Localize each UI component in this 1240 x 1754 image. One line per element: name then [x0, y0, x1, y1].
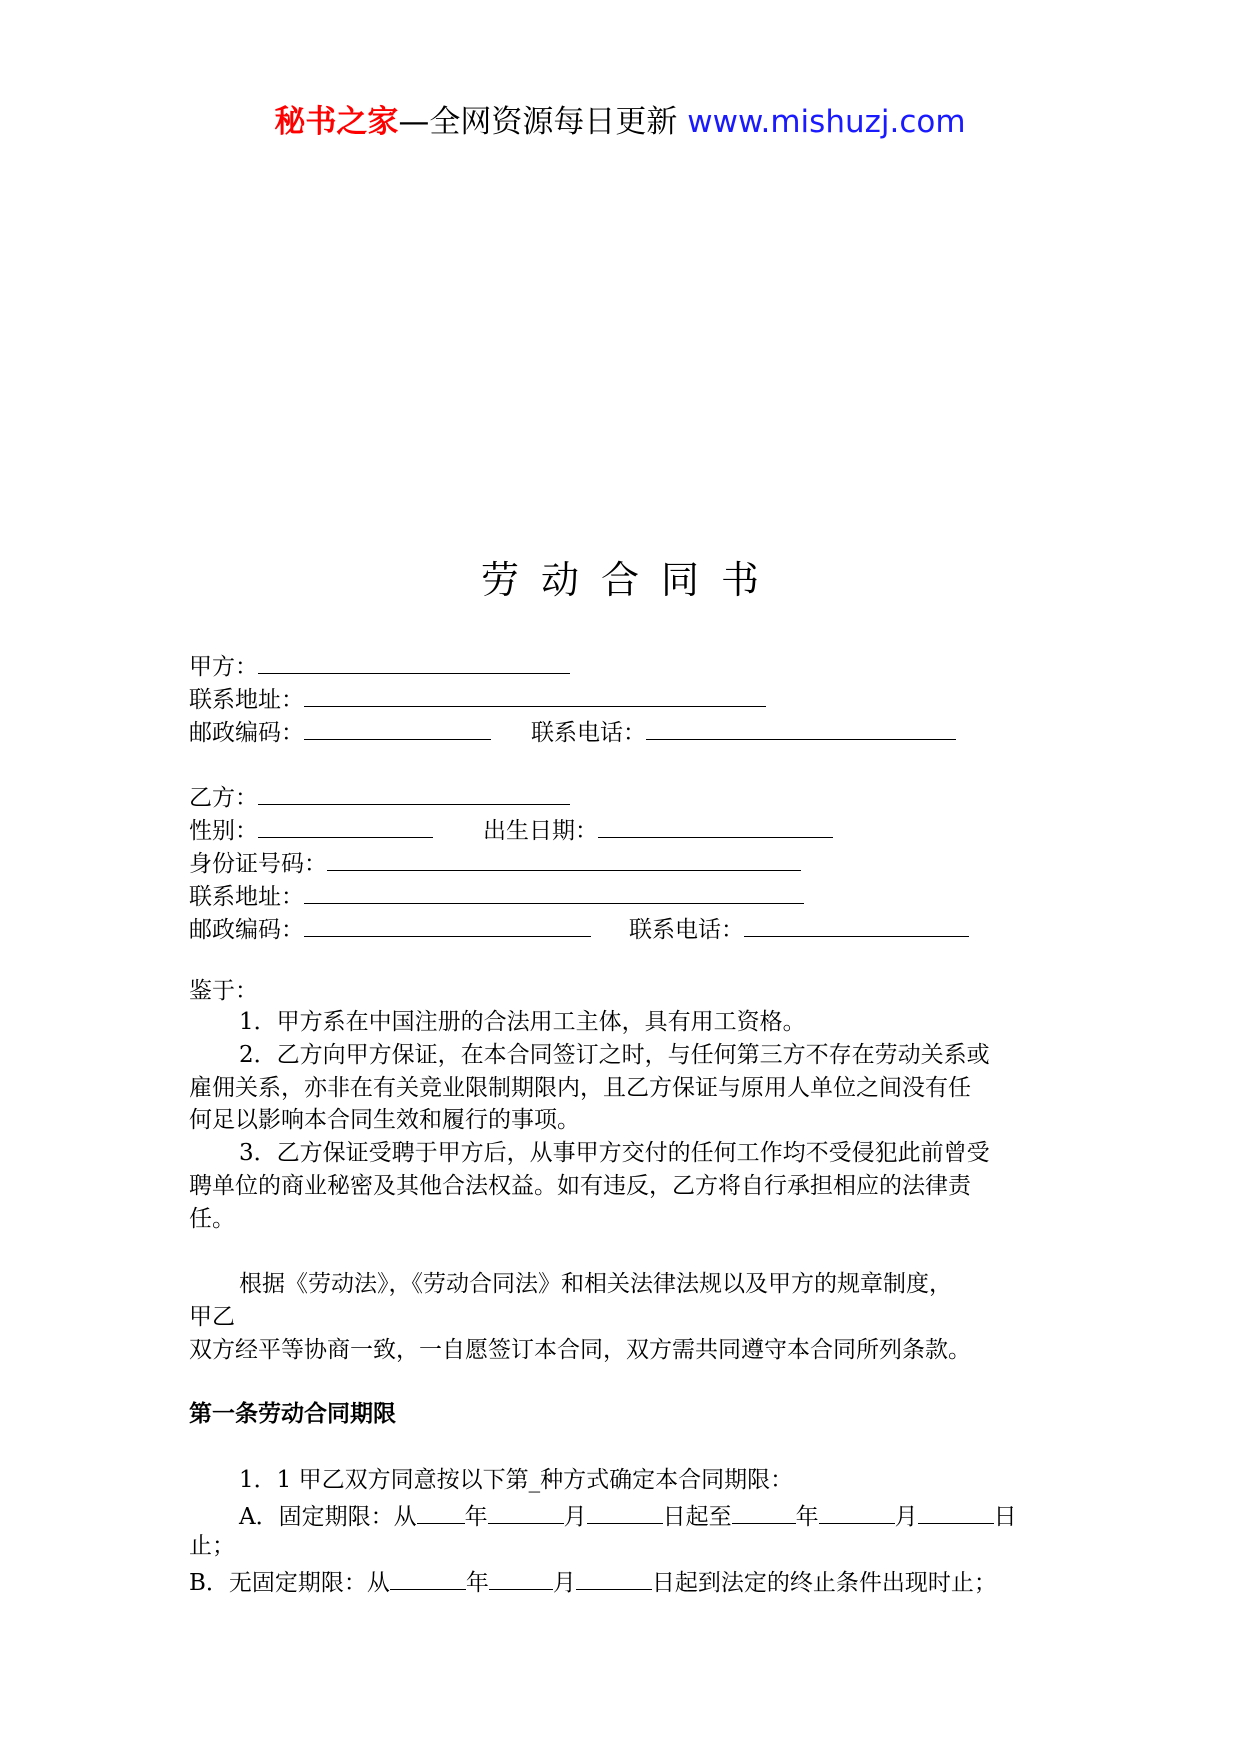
- year-label: 年: [795, 1504, 819, 1530]
- document-title: 劳动合同书: [480, 558, 781, 602]
- party-a-name-label: 甲方：: [189, 654, 258, 680]
- party-a-name-line: [189, 647, 570, 683]
- a-end-month-field[interactable]: [819, 1497, 895, 1524]
- b-start-year-field[interactable]: [390, 1563, 466, 1590]
- party-b-postcode-label: 邮政编码：: [189, 917, 304, 943]
- party-b-birth-field[interactable]: [598, 811, 833, 838]
- whereas-line-3: 雇佣关系，亦非在有关竞业限制期限内，且乙方保证与原用人单位之间没有任: [189, 1075, 971, 1101]
- banner-url-link[interactable]: www.mishuzj.com: [687, 104, 966, 140]
- option-b-suffix: 日起到法定的终止条件出现时止；: [651, 1570, 997, 1596]
- party-b-birth-label: 出生日期：: [483, 818, 598, 844]
- party-b-id-label: 身份证号码：: [189, 851, 327, 877]
- party-b-phone-field[interactable]: [744, 910, 969, 937]
- party-a-address-field[interactable]: [304, 680, 766, 707]
- banner-slogan: —全网资源每日更新: [398, 104, 688, 140]
- b-start-month-field[interactable]: [489, 1563, 553, 1590]
- month-label: 月: [894, 1504, 918, 1530]
- party-a-phone-field[interactable]: [646, 713, 956, 740]
- party-b-name-line: [189, 778, 570, 814]
- a-start-year-field[interactable]: [417, 1497, 465, 1524]
- site-banner: [0, 100, 1240, 144]
- basis-line-3: 双方经平等协商一致，一自愿签订本合同，双方需共同遵守本合同所列条款。: [189, 1337, 971, 1363]
- from-to-label: 日起至: [662, 1504, 732, 1530]
- b-start-day-field[interactable]: [576, 1563, 652, 1590]
- party-b-address-line: [189, 877, 804, 913]
- party-b-address-label: 联系地址：: [189, 884, 304, 910]
- option-b-label: B．无固定期限：从: [189, 1570, 390, 1596]
- whereas-heading: 鉴于：: [189, 978, 258, 1004]
- year-label: 年: [464, 1504, 488, 1530]
- party-a-postcode-label: 邮政编码：: [189, 720, 304, 746]
- a-end-year-field[interactable]: [732, 1497, 796, 1524]
- whereas-line-6: 聘单位的商业秘密及其他合法权益。如有违反，乙方将自行承担相应的法律责: [189, 1173, 971, 1199]
- a-start-month-field[interactable]: [488, 1497, 564, 1524]
- party-b-id-field[interactable]: [327, 844, 801, 871]
- party-b-contact-line: [189, 910, 969, 946]
- party-b-address-field[interactable]: [304, 877, 804, 904]
- month-label: 月: [552, 1570, 576, 1596]
- party-b-id-line: [189, 844, 801, 880]
- party-b-phone-label: 联系电话：: [629, 917, 744, 943]
- article-1-option-b: [189, 1563, 997, 1599]
- whereas-line-1: 1．甲方系在中国注册的合法用工主体，具有用工资格。: [239, 1009, 806, 1035]
- party-a-postcode-field[interactable]: [304, 713, 491, 740]
- basis-line-1: 根据《劳动法》，《劳动合同法》和相关法律法规以及甲方的规章制度，: [239, 1271, 952, 1297]
- a-start-day-field[interactable]: [587, 1497, 663, 1524]
- article-1-para-1: 1．1 甲乙双方同意按以下第_种方式确定本合同期限：: [239, 1467, 794, 1493]
- basis-line-2: 甲乙: [189, 1304, 235, 1330]
- article-1-option-a-end: 止；: [189, 1533, 235, 1559]
- party-a-address-label: 联系地址：: [189, 687, 304, 713]
- party-b-name-label: 乙方：: [189, 785, 258, 811]
- party-a-name-field[interactable]: [258, 647, 570, 674]
- year-label: 年: [465, 1570, 489, 1596]
- day-label: 日: [993, 1504, 1017, 1530]
- party-a-address-line: [189, 680, 766, 716]
- party-b-gender-field[interactable]: [258, 811, 433, 838]
- party-a-contact-line: [189, 713, 956, 749]
- whereas-line-7: 任。: [189, 1206, 235, 1232]
- a-end-day-field[interactable]: [918, 1497, 994, 1524]
- banner-brand: 秘书之家: [274, 104, 399, 140]
- article-1-heading: 第一条劳动合同期限: [189, 1401, 396, 1427]
- article-1-option-a: [189, 1497, 1017, 1533]
- party-b-postcode-field[interactable]: [304, 910, 591, 937]
- whereas-line-5: 3．乙方保证受聘于甲方后，从事甲方交付的任何工作均不受侵犯此前曾受: [239, 1140, 990, 1166]
- whereas-line-2: 2．乙方向甲方保证，在本合同签订之时，与任何第三方不存在劳动关系或: [239, 1042, 990, 1068]
- month-label: 月: [563, 1504, 587, 1530]
- option-a-label: A．固定期限：从: [239, 1504, 417, 1530]
- party-a-phone-label: 联系电话：: [531, 720, 646, 746]
- party-b-gender-label: 性别：: [189, 818, 258, 844]
- whereas-line-4: 何足以影响本合同生效和履行的事项。: [189, 1107, 580, 1133]
- party-b-gender-line: [189, 811, 833, 847]
- party-b-name-field[interactable]: [258, 778, 570, 805]
